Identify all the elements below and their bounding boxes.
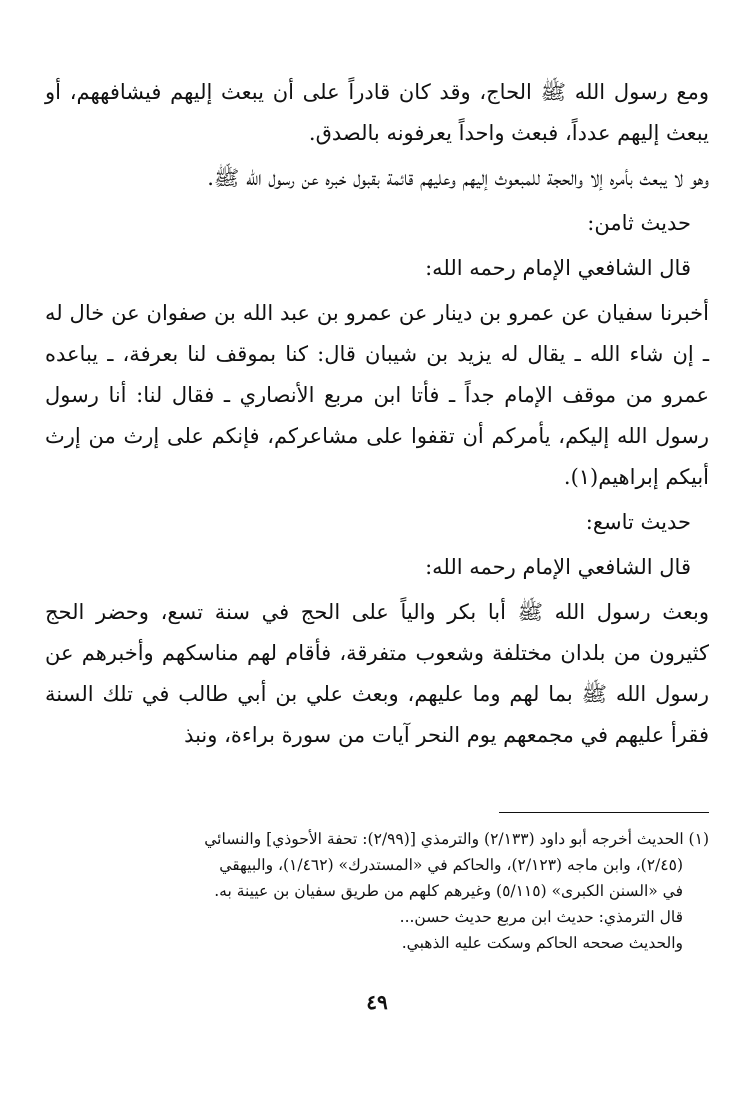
shafii-intro-1: قال الشافعي الإمام رحمه الله: [425, 256, 691, 280]
shafii-intro-2: قال الشافعي الإمام رحمه الله: [425, 555, 691, 579]
footnote-line-5: والحديث صححه الحاكم وسكت عليه الذهبي. [401, 934, 683, 952]
paragraph-2: وهو لا يبعث بأمره إلا والحجة للمبعوث إليهم وعليهم قائمة بقبول خبره عن رسول الله ﷺ. [207, 166, 709, 190]
footnote-line-2: (٢/٤٥)، وابن ماجه (٢/١٢٣)، والحاكم في «المستدرك» (١/٤٦٢)، والبيهقي [219, 856, 683, 874]
paragraph-hadith-8: أخبرنا سفيان عن عمرو بن دينار عن عمرو بن عبد الله بن صفوان عن خال له ـ إن شاء الله ـ يقال له يزيد بن شيبان قال: كنا بموقف لنا بعرفة، ـ يباعده عمرو من موقف الإمام جداً ـ فأتا ابن مربع الأنصاري ـ فقال لنا: أنا رسول رسول الله إليكم، يأمركم أن تقفوا على مشاعركم، فإنكم على إرث من إرث أبيكم إبراهيم(١). [45, 301, 709, 489]
paragraph-hadith-9: وبعث رسول الله ﷺ أبا بكر والياً على الحج في سنة تسع، وحضر الحج كثيرون من بلدان مختلفة وشعوب متفرقة، فأقام لهم مناسكهم وأخبرهم عن رسول الله ﷺ بما لهم وما عليهم، وبعث علي بن أبي طالب في تلك السنة فقرأ عليهم في مجمعهم يوم النحر آيات من سورة براءة، ونبذ [45, 600, 709, 747]
main-text [45, 72, 709, 760]
footnote-line-3: في «السنن الكبرى» (٥/١١٥) وغيرهم كلهم من طريق سفيان بن عيينة به. [214, 882, 683, 900]
footnote-line-1: (١) الحديث أخرجه أبو داود (٢/١٣٣) والترمذي [(٢/٩٩): تحفة الأحوذي] والنسائي [204, 830, 709, 848]
hadith-heading-ninth: حديث تاسع: [585, 510, 691, 534]
footnotes [45, 826, 709, 956]
footnote-divider [499, 812, 709, 813]
footnote-line-4: قال الترمذي: حديث ابن مربع حديث حسن... [399, 908, 683, 926]
hadith-heading-eighth: حديث ثامن: [587, 211, 691, 235]
paragraph-1: ومع رسول الله ﷺ الحاج، وقد كان قادراً على أن يبعث إليهم فيشافههم، أو يبعث إليهم عدداً، فبعث واحداً يعرفونه بالصدق. [45, 80, 709, 145]
page-number: ٤٩ [366, 990, 388, 1014]
